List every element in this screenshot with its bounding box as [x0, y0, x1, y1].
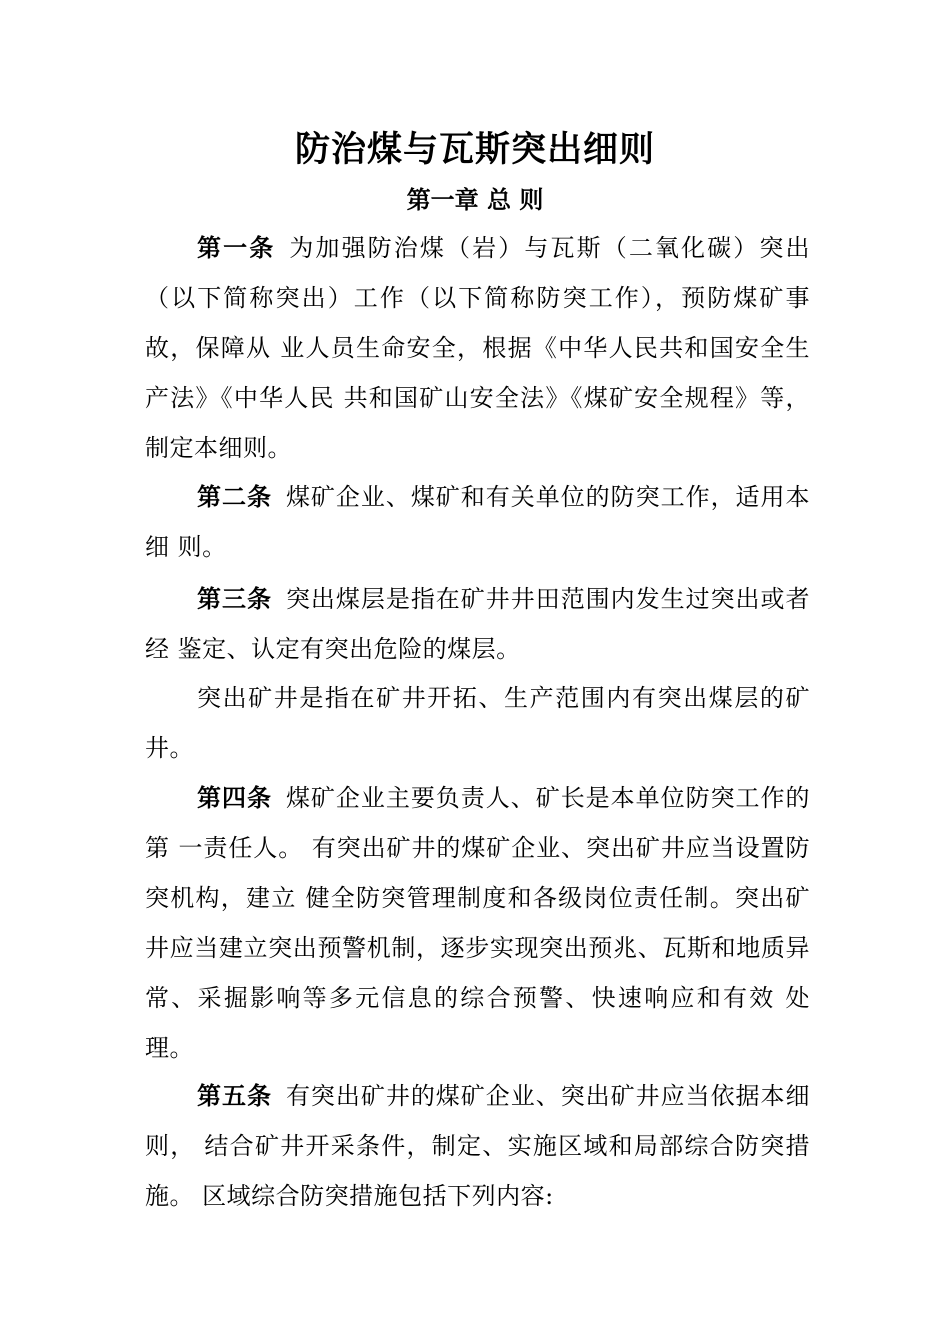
- article-text: 煤矿企业主要负责人、矿长是本单位防突工作的第 一责任人。 有突出矿井的煤矿企业、突出矿井应当设置防突机构，建立 健全防突管理制度和各级岗位责任制。突出矿井应当建立突出预警机制，逐步实现突出预兆、瓦斯和地质异常、采掘影响等多元信息的综合预警、快速响应和有效 处理。: [145, 784, 811, 1062]
- article-text: 突出煤层是指在矿井井田范围内发生过突出或者经 鉴定、认定有突出危险的煤层。: [145, 585, 811, 663]
- article-3-continuation: [145, 673, 810, 773]
- article-label: 第三条: [197, 585, 272, 613]
- article-1: [145, 223, 810, 473]
- article-label: 第四条: [197, 784, 272, 812]
- article-label: 第五条: [197, 1082, 272, 1110]
- article-text: 煤矿企业、煤矿和有关单位的防突工作，适用本细 则。: [145, 483, 811, 561]
- article-text: 有突出矿井的煤矿企业、突出矿井应当依据本细则， 结合矿井开采条件，制定、实施区域和局部综合防突措施。 区域综合防突措施包括下列内容:: [145, 1082, 811, 1210]
- chapter-heading: 第一章 总 则: [406, 186, 544, 214]
- article-3: [145, 574, 810, 674]
- article-4: [145, 773, 810, 1073]
- document-title: 防治煤与瓦斯突出细则: [294, 130, 655, 170]
- article-5: [145, 1071, 810, 1221]
- paragraph-text: 突出矿井是指在矿井开拓、生产范围内有突出煤层的矿井。: [145, 684, 810, 762]
- article-text: 为加强防治煤（岩）与瓦斯（二氧化碳）突出（以下简称突出）工作（以下简称防突工作），预防煤矿事故，保障从 业人员生命安全，根据《中华人民共和国安全生产法》《中华人民 共和国矿山安全法》《煤矿安全规程》等，制定本细则。: [145, 234, 811, 462]
- article-label: 第一条: [197, 234, 276, 262]
- article-2: [145, 472, 810, 572]
- article-label: 第二条: [197, 483, 272, 511]
